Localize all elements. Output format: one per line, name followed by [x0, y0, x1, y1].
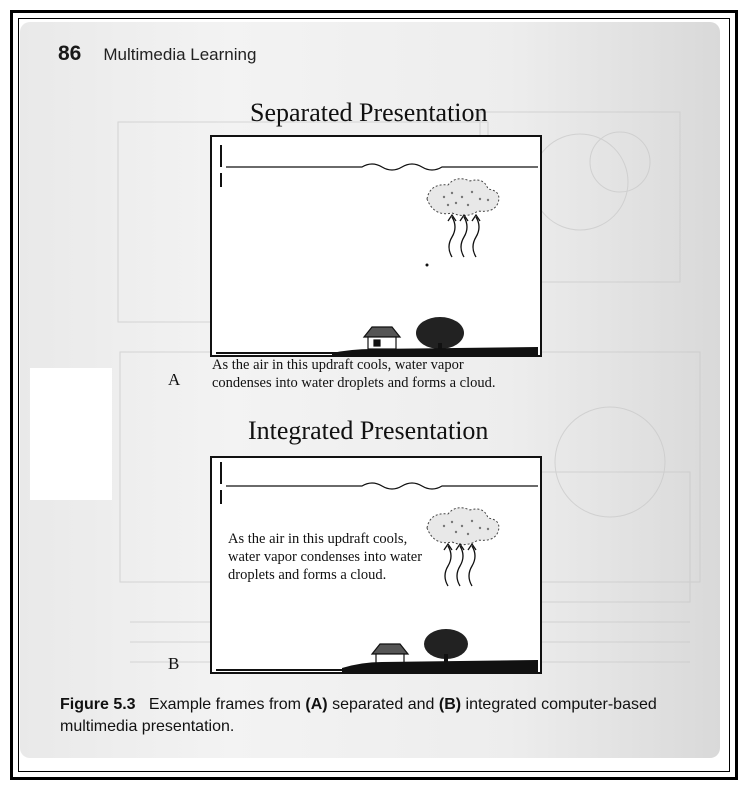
panel-b-letter: B [168, 654, 180, 673]
tree-icon [424, 629, 468, 664]
house-icon [372, 644, 408, 664]
house-icon [364, 327, 400, 349]
book-page [20, 22, 720, 758]
white-patch [30, 368, 112, 500]
page-number: 86 [58, 42, 82, 65]
panel-a-frame [210, 135, 542, 357]
panel-a-letter: A [168, 370, 181, 389]
panel-a-illustration [212, 137, 540, 355]
panel-a-title: Separated Presentation [250, 98, 488, 127]
figure-text-1: Example frames from [148, 696, 301, 713]
panel-a-caption-line-1: As the air in this updraft cools, water vapor [212, 357, 464, 373]
panel-a-caption-line-2: condenses into water droplets and forms a cloud. [212, 375, 496, 391]
figure-marker-a: (A) [305, 696, 328, 713]
figure-marker-b: (B) [438, 696, 462, 713]
panel-b-caption-line-2: water vapor condenses into water [228, 549, 423, 565]
updraft-arrows [444, 544, 476, 586]
running-title: Multimedia Learning [103, 45, 257, 64]
figure-text-2: separated and [332, 696, 435, 713]
figure-text-3: integrated computer-based multimedia presentation. [60, 696, 657, 735]
cloud-icon [427, 508, 499, 545]
panel-b-frame [210, 456, 542, 674]
figure-caption [60, 694, 700, 738]
cloud-icon [427, 179, 499, 216]
updraft-arrows [448, 215, 480, 257]
panel-b-title: Integrated Presentation [248, 416, 489, 445]
panel-b-caption-line-1: As the air in this updraft cools, [228, 531, 408, 547]
panel-b-caption-line-3: droplets and forms a cloud. [228, 567, 387, 583]
figure-label: Figure 5.3 [60, 696, 136, 713]
tree-icon [416, 317, 464, 353]
page-header [58, 42, 256, 66]
